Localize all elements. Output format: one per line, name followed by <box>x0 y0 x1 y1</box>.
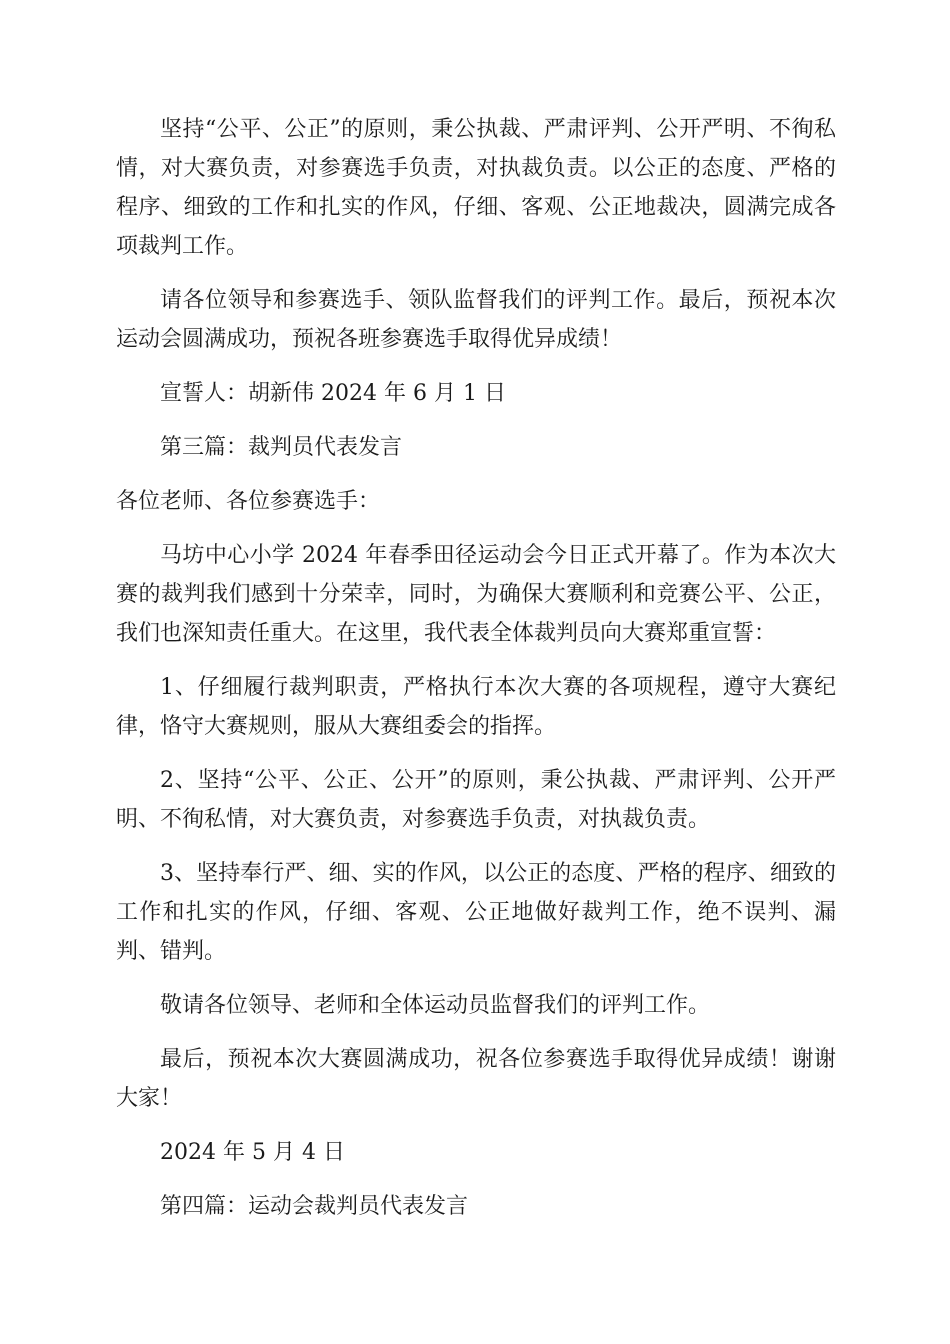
paragraph-closing: 最后，预祝本次大赛圆满成功，祝各位参赛选手取得优异成绩！谢谢大家！ <box>116 1047 836 1111</box>
section-heading-4: 第四篇：运动会裁判员代表发言 <box>160 1194 469 1219</box>
paragraph-supervision: 敬请各位领导、老师和全体运动员监督我们的评判工作。 <box>160 993 711 1018</box>
paragraph-opening: 马坊中心小学 2024 年春季田径运动会今日正式开幕了。作为本次大赛的裁判我们感到十分荣幸，同时，为确保大赛顺利和竞赛公平、公正，我们也深知责任重大。在这里，我代表全体裁判员向大赛郑重宣誓： <box>116 543 836 646</box>
paragraph-oath-signature: 宣誓人：胡新伟 2024 年 6 月 1 日 <box>160 381 506 406</box>
paragraph-principle: 坚持“公平、公正”的原则，秉公执裁、严肃评判、公开严明、不徇私情，对大赛负责，对参赛选手负责，对执裁负责。以公正的态度、严格的程序、细致的工作和扎实的作风，仔细、客观、公正地裁决，圆满完成各项裁判工作。 <box>116 117 836 259</box>
paragraph-item-3: 3、坚持奉行严、细、实的作风，以公正的态度、严格的程序、细致的工作和扎实的作风，仔细、客观、公正地做好裁判工作，绝不误判、漏判、错判。 <box>116 861 836 964</box>
section-heading-3: 第三篇：裁判员代表发言 <box>160 435 403 460</box>
paragraph-salutation: 各位老师、各位参赛选手： <box>116 489 381 514</box>
document-body <box>116 110 836 1241</box>
paragraph-date: 2024 年 5 月 4 日 <box>160 1140 345 1165</box>
paragraph-item-2: 2、坚持“公平、公正、公开”的原则，秉公执裁、严肃评判、公开严明、不徇私情，对大赛负责，对参赛选手负责，对执裁负责。 <box>116 768 836 832</box>
paragraph-item-1: 1、仔细履行裁判职责，严格执行本次大赛的各项规程，遵守大赛纪律，恪守大赛规则，服从大赛组委会的指挥。 <box>116 675 836 739</box>
paragraph-supervision-request: 请各位领导和参赛选手、领队监督我们的评判工作。最后，预祝本次运动会圆满成功，预祝各班参赛选手取得优异成绩！ <box>116 288 836 352</box>
